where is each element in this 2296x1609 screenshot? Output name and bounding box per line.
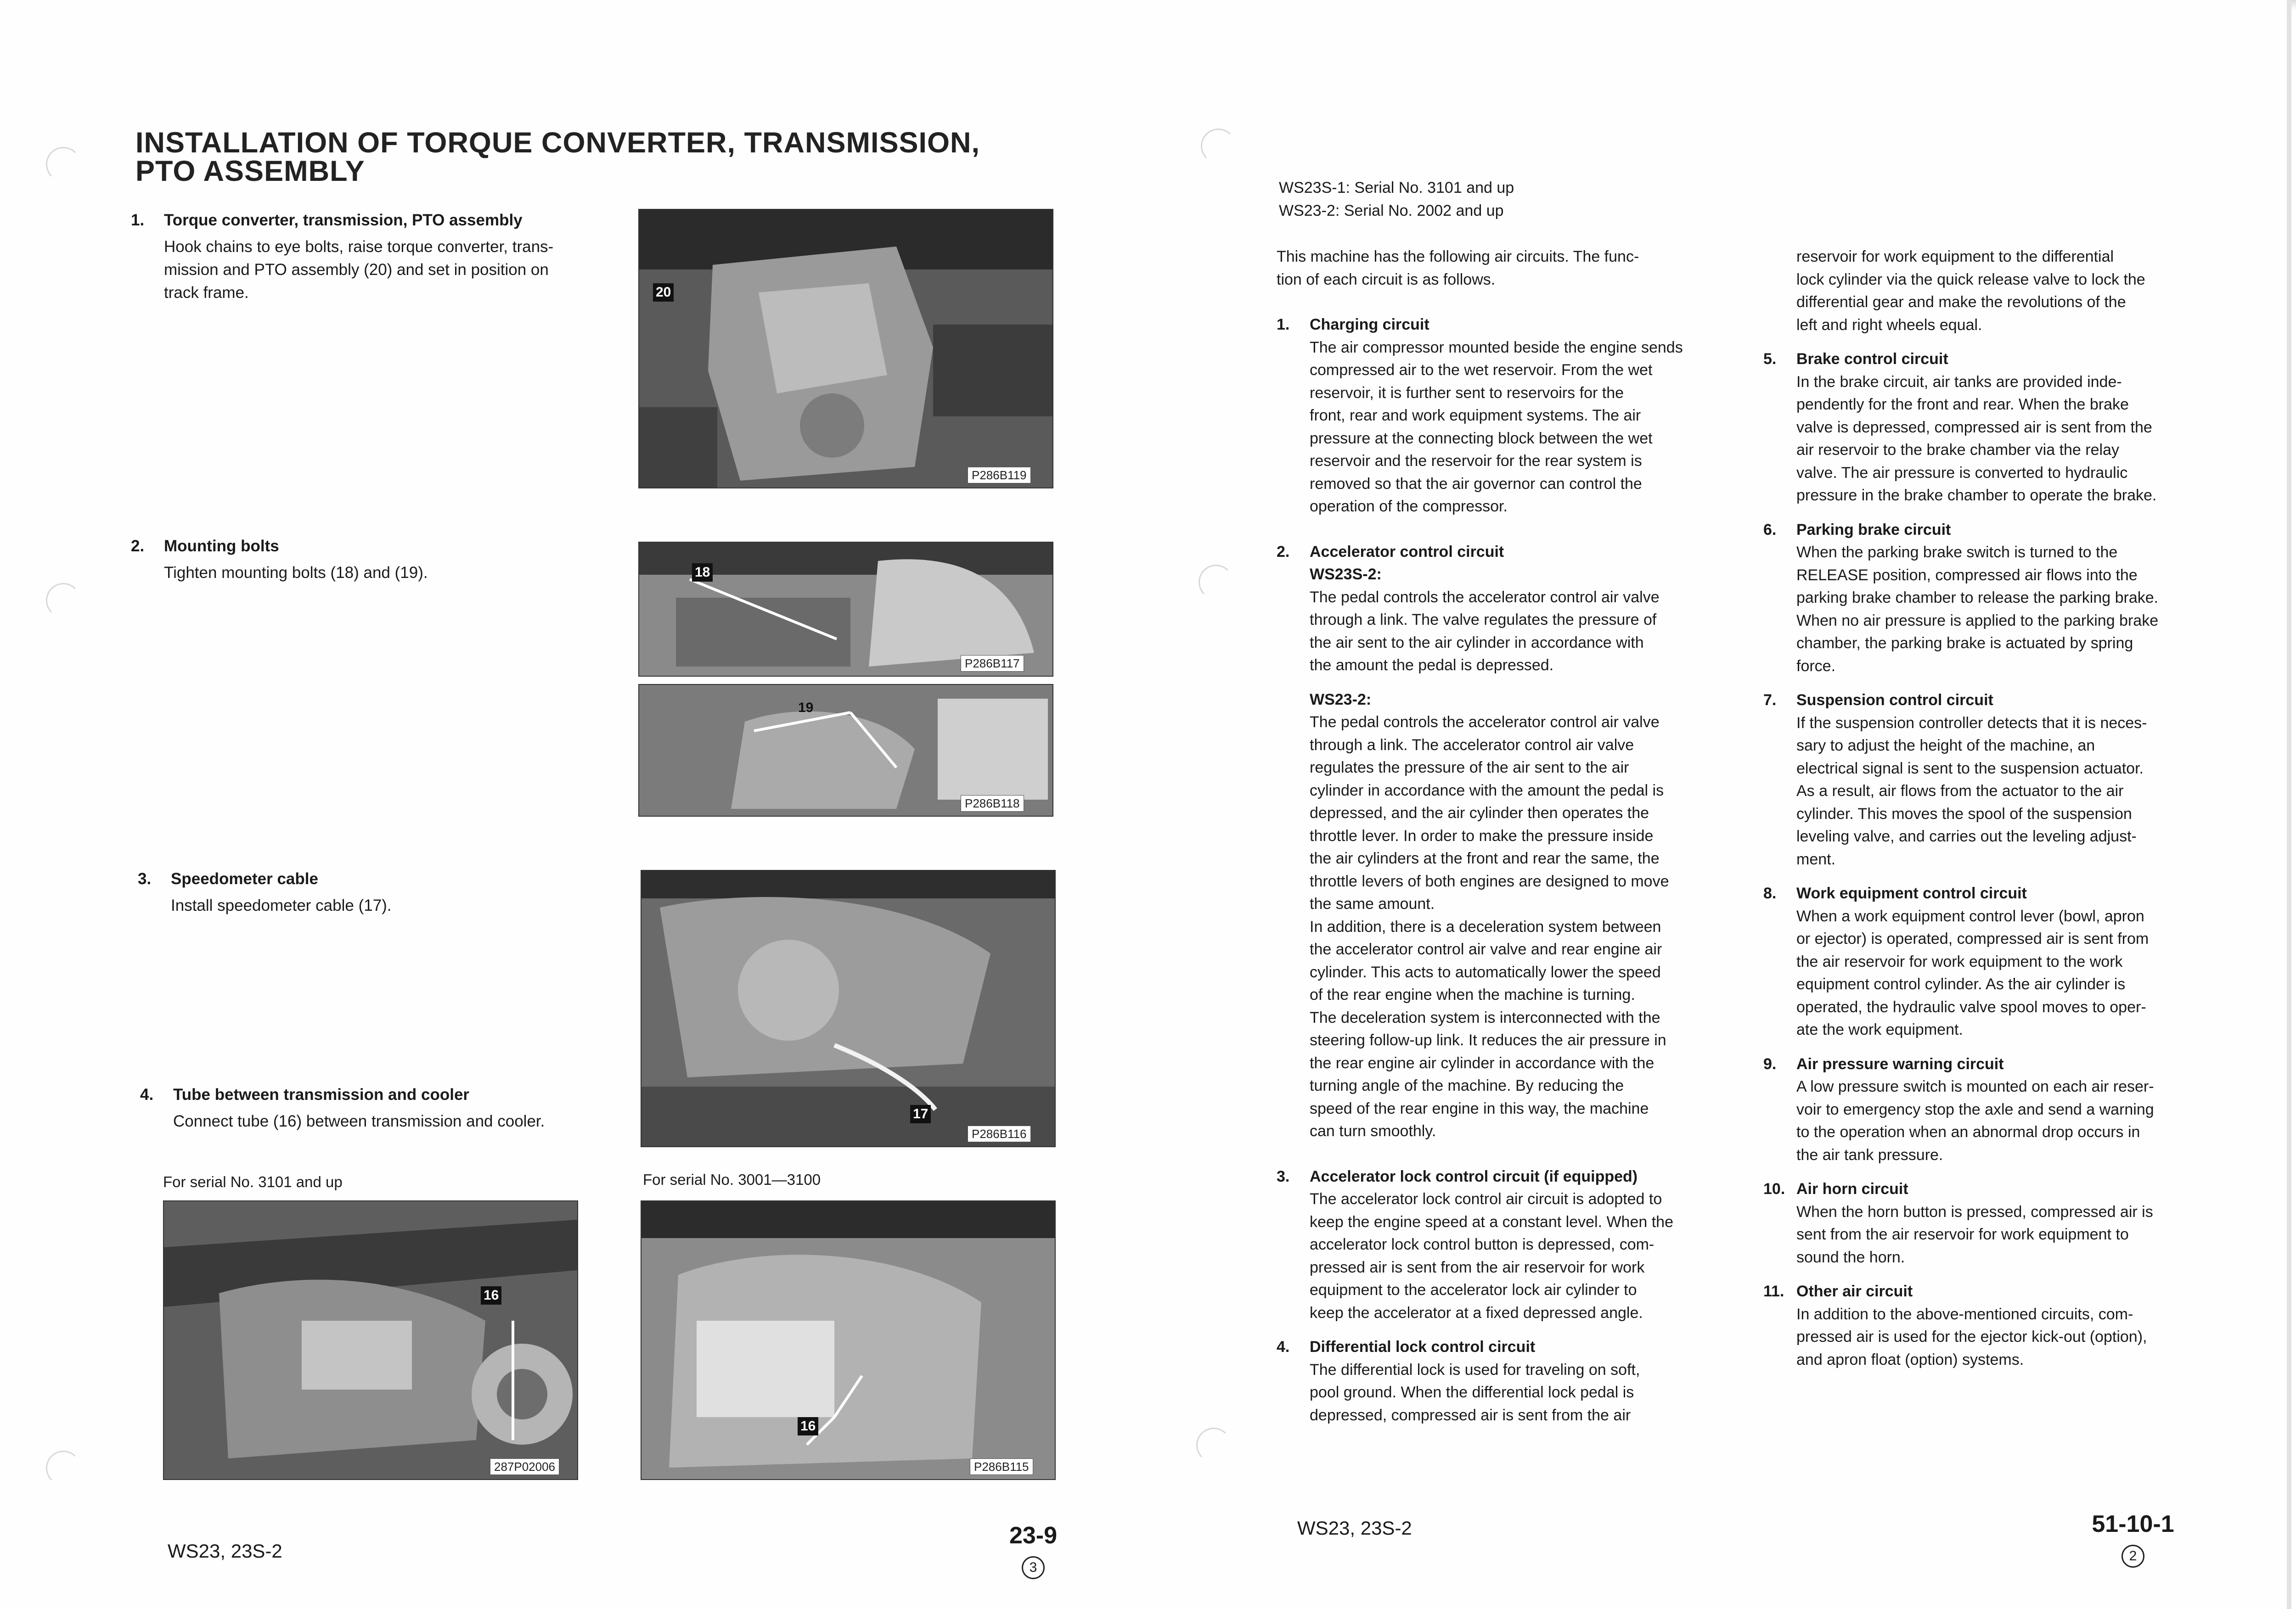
column-1 — [1277, 246, 1759, 1427]
photo-code: P286B116 — [968, 1126, 1031, 1142]
photo-code: P286B118 — [961, 795, 1024, 812]
step-body: Tighten mounting bolts (18) and (19). — [164, 564, 428, 582]
footer-revision: 3 — [1022, 1556, 1045, 1579]
section-accelerator-control: 2. Accelerator control circuit WS23S-2: The pedal controls the accelerator control air valve through a link. The valve regulates the pressure of the air sent to the air cylinder in accordance with the amount the pedal is depressed. WS23-2: The pedal controls the accelerator control air valve through a link. The accelerator control air valve regulates the pressure of the air sent to the air cylinder in accordance with the amount the pedal is depressed, and the air cylinder then operates the throttle lever. In order to make the pressure inside the air cylinders at the front and rear the same, the throttle levers of both engines are designed to move the same amount. In addition, there is a deceleration system between the accelerator control air valve and rear engine air cylinder. This acts to automatically lower the speed of the rear engine when the machine is turning. The deceleration system is interconnected with the steering follow-up link. It reduces the air pressure in the rear engine air cylinder in accordance with the turning angle of the machine. By reducing the speed of the rear engine in this way, the machine can turn smoothly. — [1277, 543, 1669, 1140]
caption-serial-3101: For serial No. 3101 and up — [163, 1173, 343, 1190]
callout-label: 17 — [910, 1105, 931, 1123]
intro-text: This machine has the following air circuits. The func- — [1277, 248, 1639, 265]
section-parking-brake: 6. Parking brake circuit When the parking brake switch is turned to the RELEASE position, compressed air flows into the parking brake chamber to release the parking brake. When no air pressure is applied to the parking brake chamber, the parking brake is actuated by spring force. — [1763, 521, 2159, 675]
step-heading: Mounting bolts — [164, 537, 279, 555]
photo-torque-converter — [638, 209, 1053, 488]
section-brake-control: 5. Brake control circuit In the brake circuit, air tanks are provided inde- pendently for the front and rear. When the brake valve is depressed, compressed air is sent from the air reservoir to the brake chamber via the relay valve. The air pressure is converted to hydraulic pressure in the brake chamber to operate the brake. — [1763, 350, 2157, 504]
photo-image — [642, 1201, 1055, 1479]
binder-hole — [1201, 129, 1236, 163]
photo-image — [164, 1201, 577, 1479]
photo-mounting-bolt-18 — [638, 542, 1053, 677]
section-accelerator-lock: 3. Accelerator lock control circuit (if equipped) The accelerator lock control air circuit is adopted to keep the engine speed at a constant level. When the accelerator lock control button is depressed, com- pressed air is sent from the air reservoir for work equipment to the accelerator lock air cylinder to keep the accelerator at a fixed depressed angle. — [1277, 1167, 1673, 1322]
step-body: Connect tube (16) between transmission and cooler. — [173, 1112, 545, 1130]
footer-model: WS23, 23S-2 — [168, 1540, 282, 1562]
left-page — [0, 0, 1139, 1609]
step-body: Install speedometer cable (17). — [171, 897, 392, 914]
callout-label: 20 — [653, 283, 674, 302]
photo-image — [642, 871, 1055, 1146]
step-number: 1. — [131, 211, 145, 229]
callout-label: 18 — [692, 563, 713, 582]
section-work-equipment-control: 8. Work equipment control circuit When a work equipment control lever (bowl, apron or ejector) is operated, compressed air is sent from the air reservoir for work equipment to the work equipment control cylinder. As the air cylinder is operated, the hydraulic valve spool moves to oper- ate the work equipment. — [1763, 885, 2149, 1038]
step-heading: Speedometer cable — [171, 870, 318, 888]
column-2 — [1763, 246, 2245, 1371]
page-title: INSTALLATION OF TORQUE CONVERTER, TRANSMISSION, PTO ASSEMBLY — [135, 127, 980, 187]
binder-hole — [46, 583, 81, 618]
photo-code: 287P02006 — [490, 1458, 559, 1475]
intro-text: tion of each circuit is as follows. — [1277, 270, 1496, 288]
footer-model: WS23, 23S-2 — [1297, 1517, 1412, 1539]
binder-hole — [46, 1451, 81, 1486]
footer-revision: 2 — [2122, 1545, 2144, 1568]
caption-serial-3001: For serial No. 3001—3100 — [643, 1171, 821, 1188]
binder-hole — [1196, 1428, 1231, 1463]
step-body: Hook chains to eye bolts, raise torque converter, trans- mission and PTO assembly (20) and set in position on track frame. — [164, 238, 554, 302]
photo-tube-serial-3001 — [641, 1200, 1056, 1480]
photo-code: P286B115 — [970, 1458, 1033, 1475]
section-air-horn: 10. Air horn circuit When the horn button is pressed, compressed air is sent from the air reservoir for work equipment to sound the horn. — [1763, 1180, 2153, 1266]
photo-mounting-bolt-19 — [638, 684, 1053, 817]
step-number: 2. — [131, 537, 145, 555]
section-air-pressure-warning: 9. Air pressure warning circuit A low pressure switch is mounted on each air reser- voir to emergency stop the axle and send a warning to the operation when an abnormal drop occurs in the air tank pressure. — [1763, 1055, 2154, 1164]
right-page — [1139, 0, 2291, 1609]
footer-page-number: 51-10-1 — [2092, 1511, 2174, 1537]
blank-area — [2291, 0, 2296, 1609]
binder-hole — [46, 147, 81, 182]
binder-hole — [1199, 565, 1233, 600]
scan-edge — [2291, 0, 2296, 10]
callout-label: 16 — [798, 1417, 818, 1435]
callout-label: 19 — [798, 700, 814, 715]
photo-code: P286B119 — [968, 467, 1031, 483]
serial-info: WS23S-1: Serial No. 3101 and up WS23-2: Serial No. 2002 and up — [1279, 179, 1514, 219]
step-number: 4. — [140, 1086, 154, 1104]
callout-label: 16 — [481, 1286, 501, 1305]
photo-tube-serial-3101 — [163, 1200, 578, 1480]
step-number: 3. — [138, 870, 152, 888]
step-heading: Torque converter, transmission, PTO assembly — [164, 211, 523, 229]
photo-speedometer-cable — [641, 870, 1056, 1147]
section-charging-circuit: 1. Charging circuit The air compressor mounted beside the engine sends compressed air to the wet reservoir. From the wet reservoir, it is further sent to reservoirs for the front, rear and work equipment systems. The air pressure at the connecting block between the wet reservoir and the reservoir for the rear system is removed so that the air governor can control the operation of the compressor. — [1277, 316, 1683, 515]
photo-code: P286B117 — [961, 655, 1024, 672]
section-differential-lock: 4. Differential lock control circuit The differential lock is used for traveling on soft, pool ground. When the differential lock pedal is depressed, compressed air is sent from the air — [1277, 1338, 1640, 1424]
section-other-air-circuit: 11. Other air circuit In addition to the above-mentioned circuits, com- pressed air is used for the ejector kick-out (option), and apron float (option) systems. — [1763, 1283, 2147, 1368]
step-heading: Tube between transmission and cooler — [173, 1086, 470, 1104]
photo-image — [639, 210, 1052, 488]
footer-page-number: 23-9 — [1009, 1522, 1058, 1549]
section-suspension-control: 7. Suspension control circuit If the suspension controller detects that it is neces- sary to adjust the height of the machine, an electrical signal is sent to the suspension actuator. As a result, air flows from the actuator to the air cylinder. This moves the spool of the suspension leveling valve, and carries out the leveling adjust- ment. — [1763, 691, 2147, 868]
section-differential-lock-cont: reservoir for work equipment to the differential lock cylinder via the quick release valve to lock the differential gear and make the revolutions of the left and right wheels equal. — [1796, 248, 2145, 334]
